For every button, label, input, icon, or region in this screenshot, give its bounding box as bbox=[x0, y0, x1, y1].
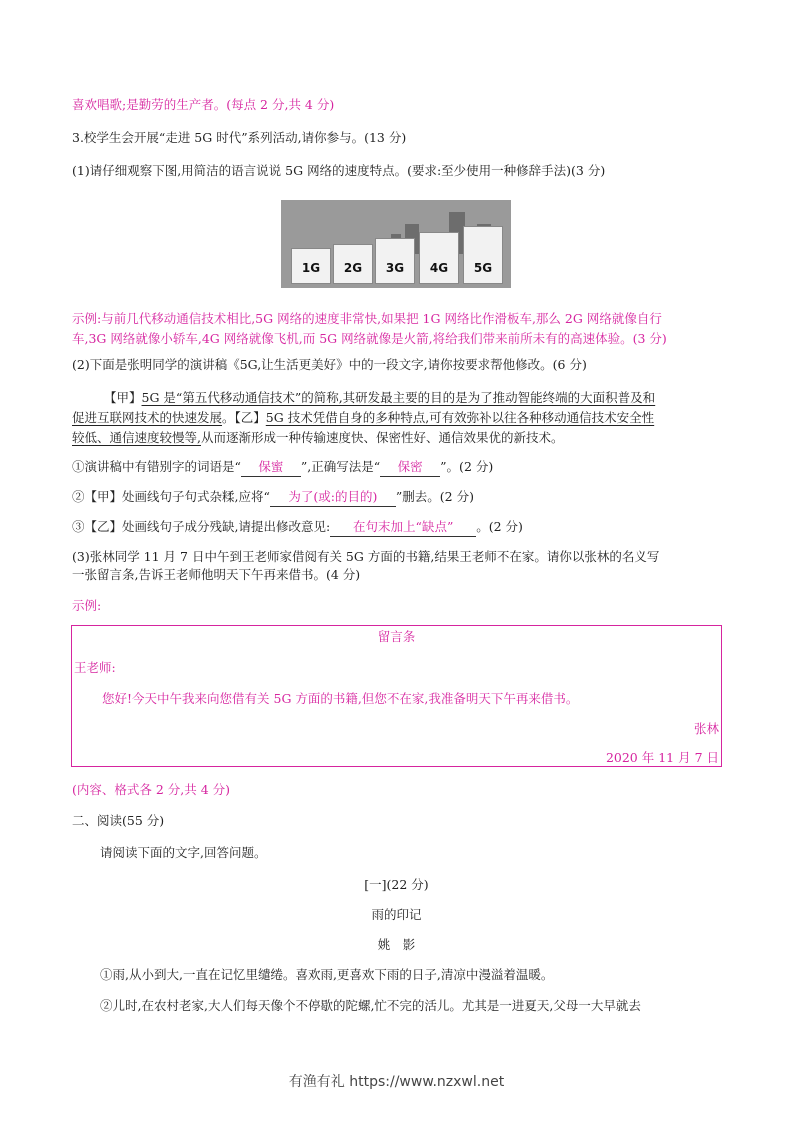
section-2-heading: 二、阅读(55 分) bbox=[72, 813, 165, 828]
article-author: 姚 影 bbox=[377, 937, 416, 952]
message-note-box bbox=[71, 625, 722, 767]
message-date: 2020 年 11 月 7 日 bbox=[605, 750, 719, 765]
answer-blank-delete: 为了(或:的目的) bbox=[270, 488, 396, 507]
answer-blank-wrong-word: 保蜜 bbox=[241, 458, 301, 477]
answer-continuation: 喜欢唱歌;是勤劳的生产者。(每点 2 分,共 4 分) bbox=[72, 97, 335, 112]
answer-blank-revision: 在句末加上“缺点” bbox=[330, 518, 476, 537]
message-heading: 留言条 bbox=[377, 629, 416, 644]
label-1g: 1G bbox=[291, 248, 331, 284]
subquestion-1: ①演讲稿中有错别字的词语是“ 保蜜 ”,正确写法是“ 保密 ”。(2 分) bbox=[72, 458, 493, 477]
message-body: 您好!今天中午我来向您借有关 5G 方面的书籍,但您不在家,我准备明天下午再来借书。 bbox=[102, 691, 579, 706]
label-3g: 3G bbox=[375, 238, 415, 284]
label-4g: 4G bbox=[419, 232, 459, 284]
question-3-1: (1)请仔细观察下图,用简洁的语言说说 5G 网络的速度特点。(要求:至少使用一种修辞手法)(3 分) bbox=[72, 163, 606, 178]
question-3-3-line1: (3)张林同学 11 月 7 日中午到王老师家借阅有关 5G 方面的书籍,结果王老师不在家。请你以张林的名义写 bbox=[72, 549, 660, 564]
passage-line1: 【甲】5G 是“第五代移动通信技术”的简称,其研发最主要的目的是为了推动智能终端的大面积普及和 bbox=[104, 390, 656, 405]
passage-line3: 较低、通信速度较慢等,从而逐渐形成一种传输速度快、保密性好、通信效果优的新技术。 bbox=[72, 430, 564, 445]
article-paragraph-2: ②儿时,在农村老家,大人们每天像个不停歇的陀螺,忙不完的活儿。尤其是一进夏天,父母一大早就去 bbox=[100, 998, 641, 1013]
question-3-2: (2)下面是张明同学的演讲稿《5G,让生活更美好》中的一段文字,请你按要求帮他修改。(6 分) bbox=[72, 357, 587, 372]
message-signature: 张林 bbox=[693, 721, 719, 736]
answer-1-line1: 示例:与前几代移动通信技术相比,5G 网络的速度非常快,如果把 1G 网络比作滑板车,那么 2G 网络就像自行 bbox=[72, 311, 662, 326]
subquestion-3: ③【乙】处画线句子成分残缺,请提出修改意见: 在句末加上“缺点” 。(2 分) bbox=[72, 518, 523, 537]
question-3: 3.校学生会开展“走进 5G 时代”系列活动,请你参与。(13 分) bbox=[72, 130, 407, 145]
reading-instruction: 请阅读下面的文字,回答问题。 bbox=[100, 845, 267, 860]
scoring-note: (内容、格式各 2 分,共 4 分) bbox=[72, 782, 231, 797]
question-3-3-line2: 一张留言条,告诉王老师他明天下午再来借书。(4 分) bbox=[72, 567, 361, 582]
label-2g: 2G bbox=[333, 244, 373, 284]
subquestion-2: ②【甲】处画线句子句式杂糅,应将“ 为了(或:的目的) ”删去。(2 分) bbox=[72, 488, 474, 507]
message-greeting: 王老师: bbox=[74, 660, 116, 675]
footer-watermark: 有渔有礼 https://www.nzxwl.net bbox=[288, 1074, 505, 1090]
example-label: 示例: bbox=[72, 598, 102, 613]
answer-blank-correct-word: 保密 bbox=[380, 458, 440, 477]
network-speed-illustration bbox=[281, 200, 511, 288]
part-1-label: [一](22 分) bbox=[364, 877, 429, 892]
answer-1-line2: 车,3G 网络就像小轿车,4G 网络就像飞机,而 5G 网络就像是火箭,将给我们带来前所未有的高速体验。(3 分) bbox=[72, 331, 667, 346]
label-5g: 5G bbox=[463, 226, 503, 284]
article-paragraph-1: ①雨,从小到大,一直在记忆里缱绻。喜欢雨,更喜欢下雨的日子,清凉中漫溢着温暖。 bbox=[100, 967, 554, 982]
passage-line2: 促进互联网技术的快速发展。【乙】5G 技术凭借自身的多种特点,可有效弥补以往各种移动通信技术安全性 bbox=[72, 410, 655, 425]
article-title: 雨的印记 bbox=[371, 907, 422, 922]
